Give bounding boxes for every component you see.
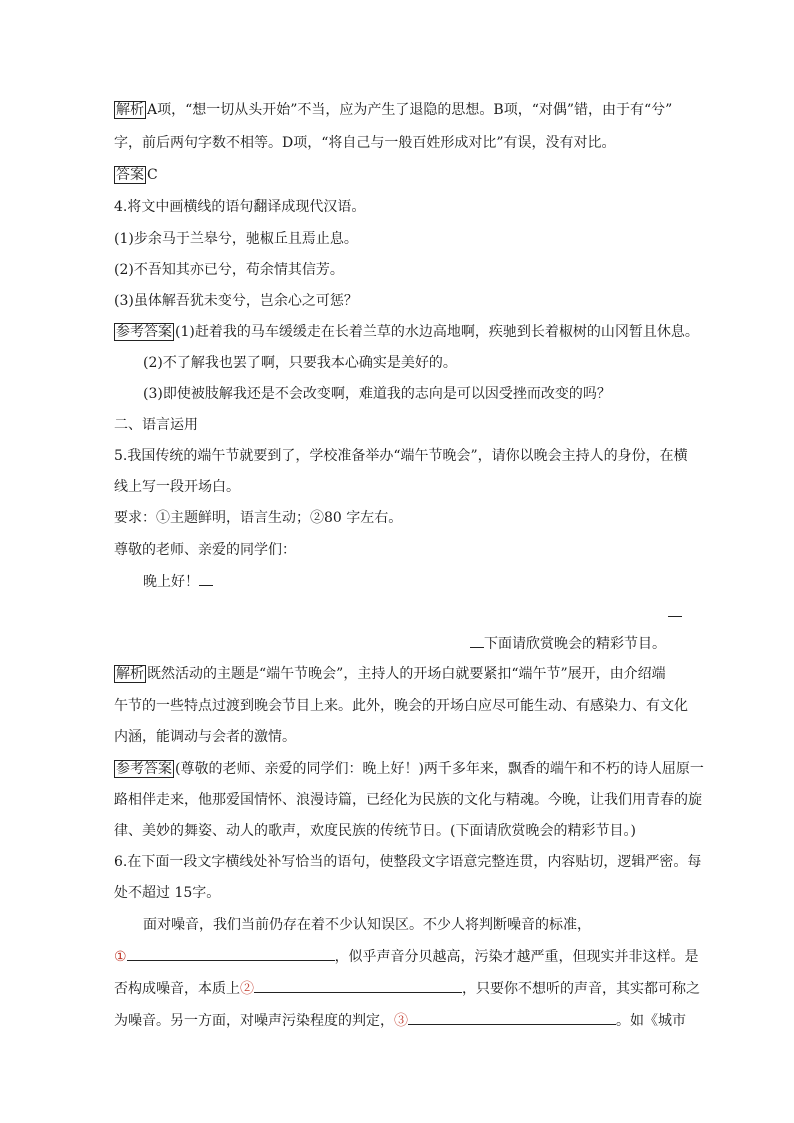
q6-blank-3[interactable] bbox=[408, 1010, 616, 1025]
q5-reference-line1 bbox=[114, 759, 704, 779]
q5-reference-text1: (尊敬的老师、亲爱的同学们：晚上好！)两千多年来，飘香的端午和不朽的诗人屈原一 bbox=[175, 761, 704, 777]
q5-analysis-text1: 既然活动的主题是“端午节晚会”，主持人的开场白就要紧扣“端午节”展开，由介绍端 bbox=[147, 666, 666, 682]
q6-blank3-line bbox=[114, 1010, 686, 1031]
q4-answer-line1 bbox=[114, 322, 699, 342]
q5-evening-line bbox=[143, 571, 213, 592]
section-title: 二、语言运用 bbox=[114, 417, 198, 433]
q5-blank-row bbox=[668, 602, 682, 623]
q5-reference-text2: 路相伴走来，他那爱国情怀、浪漫诗篇，已经化为民族的文化与精魂。今晚，让我们用青春的旋 bbox=[114, 792, 702, 808]
q3-analysis-text2: 字，前后两句字数不相等。D项，“将自己与一般百姓形成对比”有误，没有对比。 bbox=[114, 135, 616, 151]
q6-after-blank2: ，只要你不想听的声音，其实都可称之 bbox=[462, 981, 700, 997]
analysis-tag: 解析 bbox=[116, 102, 144, 118]
q5-blank-closing[interactable] bbox=[470, 633, 484, 648]
q4-answer-3: (3)即使被肢解我还是不会改变啊，难道我的志向是可以因受挫而改变的吗？ bbox=[143, 386, 611, 402]
q5-reference-text3: 律、美妙的舞姿、动人的歌声，欢度民族的传统节日。(下面请欣赏晚会的精彩节目。) bbox=[114, 823, 636, 839]
q5-requirements: 要求：①主题鲜明，语言生动；②80 字左右。 bbox=[114, 510, 403, 526]
blank-marker-2: ② bbox=[240, 981, 254, 997]
q5-closing-line bbox=[470, 633, 666, 654]
q5-analysis-line1 bbox=[114, 664, 666, 684]
q4-item-3: (3)虽体解吾犹未变兮，岂余心之可惩？ bbox=[114, 293, 358, 309]
q3-answer-value: C bbox=[147, 167, 158, 183]
q6-prompt-line1: 6.在下面一段文字横线处补写恰当的语句，使整段文字语意完整连贯，内容贴切，逻辑严密。每 bbox=[114, 854, 702, 870]
q6-before-blank2: 否构成噪音，本质上 bbox=[114, 981, 240, 997]
q3-analysis-line1 bbox=[114, 100, 672, 120]
q6-prompt-line2: 处不超过 15字。 bbox=[114, 885, 221, 901]
q4-answer-2: (2)不了解我也罢了啊，只要我本心确实是美好的。 bbox=[143, 355, 457, 371]
q4-item-1: (1)步余马于兰皋兮，驰椒丘且焉止息。 bbox=[114, 231, 358, 247]
q3-analysis-text1: A项，“想一切从头开始”不当，应为产生了退隐的思想。B项，“对偶”错，由于有“兮” bbox=[147, 102, 673, 118]
q6-before-blank3: 为噪音。另一方面，对噪声污染程度的判定， bbox=[114, 1013, 394, 1029]
q4-answer-1: (1)赶着我的马车缓缓走在长着兰草的水边高地啊，疾驰到长着椒树的山冈暂且休息。 bbox=[175, 324, 699, 340]
q3-answer-line bbox=[114, 165, 158, 185]
q5-analysis-text3: 内涵，能调动与会者的激情。 bbox=[114, 729, 296, 745]
q5-blank-end[interactable] bbox=[668, 602, 682, 617]
q5-prompt-line1: 5.我国传统的端午节就要到了，学校准备举办“端午节晚会”，请你以晚会主持人的身份，在横 bbox=[114, 448, 688, 464]
blank-marker-1: ① bbox=[114, 949, 127, 965]
q5-evening-text: 晚上好！ bbox=[143, 574, 199, 590]
q6-blank-2[interactable] bbox=[254, 978, 462, 993]
q5-blank-start[interactable] bbox=[199, 571, 213, 586]
analysis-tag: 解析 bbox=[116, 666, 144, 682]
q6-blank1-line bbox=[114, 946, 699, 967]
answer-tag: 答案 bbox=[116, 167, 144, 183]
q6-after-blank1: ，似乎声音分贝越高，污染才越严重，但现实并非这样。是 bbox=[334, 949, 699, 965]
q5-closing-text: 下面请欣赏晚会的精彩节目。 bbox=[484, 636, 666, 652]
q6-after-blank3: 。如《城市 bbox=[616, 1013, 686, 1029]
reference-answer-tag: 参考答案 bbox=[116, 761, 172, 777]
q5-greeting: 尊敬的老师、亲爱的同学们： bbox=[114, 542, 296, 558]
q4-item-2: (2)不吾知其亦已兮，苟余情其信芳。 bbox=[114, 262, 344, 278]
q5-prompt-line2: 线上写一段开场白。 bbox=[114, 479, 240, 495]
q6-blank-1[interactable] bbox=[127, 946, 335, 961]
q6-blank2-line bbox=[114, 978, 700, 999]
q6-paragraph-line1: 面对噪音，我们当前仍存在着不少认知误区。不少人将判断噪音的标准， bbox=[143, 917, 591, 933]
q4-title: 4.将文中画横线的语句翻译成现代汉语。 bbox=[114, 199, 366, 215]
reference-answer-tag: 参考答案 bbox=[116, 324, 172, 340]
q5-analysis-text2: 午节的一些特点过渡到晚会节目上来。此外，晚会的开场白应尽可能生动、有感染力、有文化 bbox=[114, 698, 688, 714]
blank-marker-3: ③ bbox=[394, 1013, 408, 1029]
